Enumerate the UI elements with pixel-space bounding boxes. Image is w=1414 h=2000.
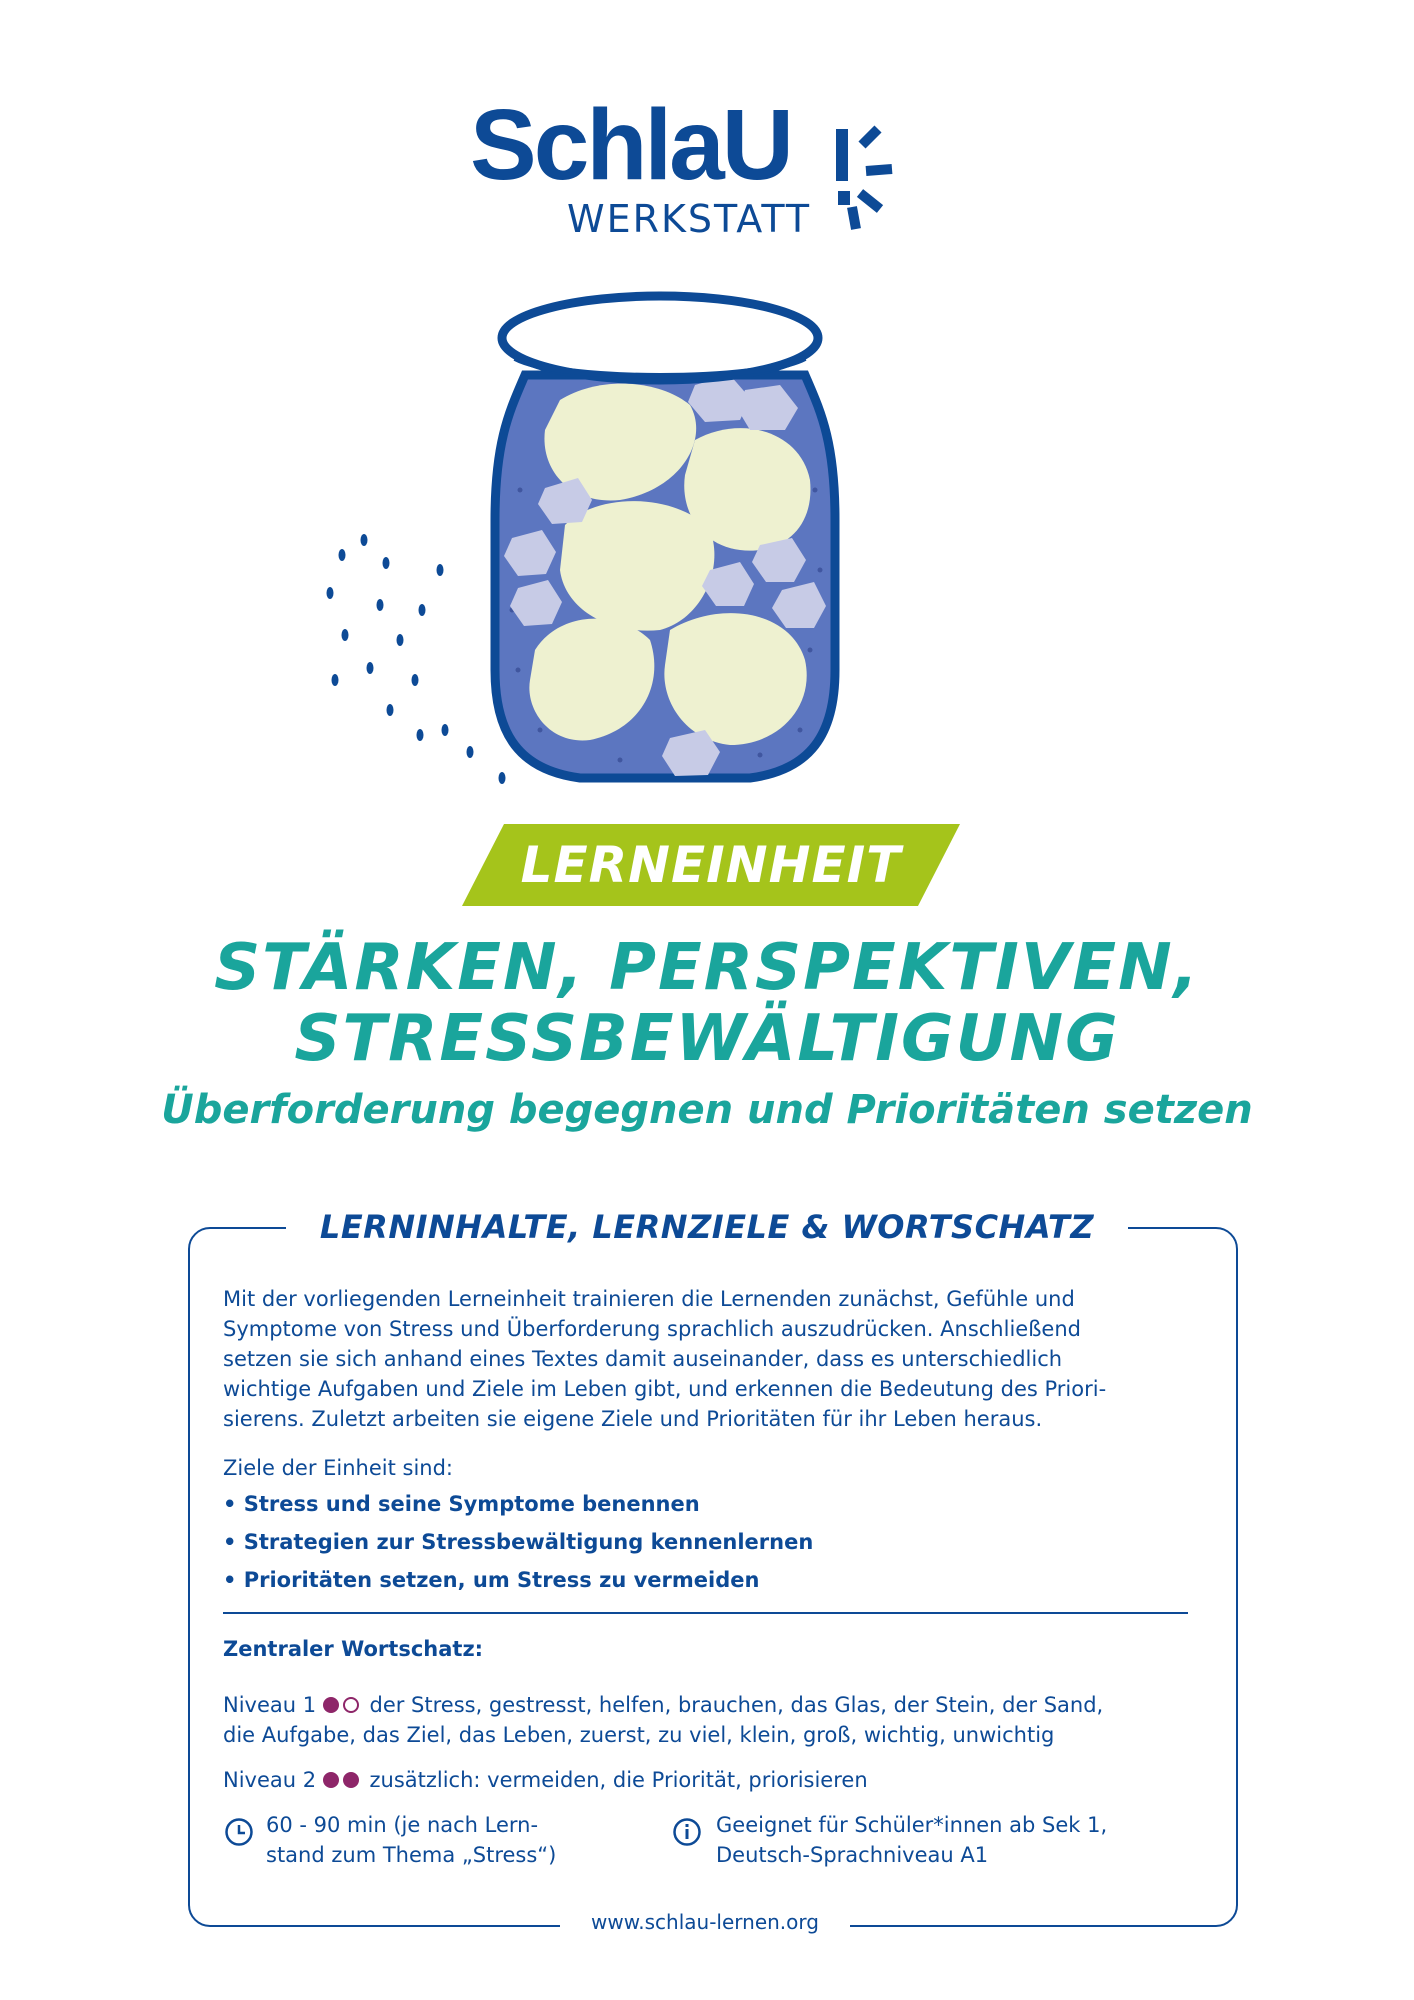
info-box-heading: LERNINHALTE, LERNZIELE & WORTSCHATZ (286, 1199, 1128, 1255)
level-dot-filled-icon (323, 1772, 339, 1788)
intro-line: Mit der vorliegenden Lerneinheit trainieren die Lernenden zunächst, Gefühle und (223, 1287, 1075, 1311)
level-1-words-line-1: der Stress, gestresst, helfen, brauchen, das Glas, der Stein, der Sand, (369, 1693, 1104, 1717)
page-title-line-2: STRESSBEWÄLTIGUNG (294, 1002, 1120, 1076)
duration-text (266, 1810, 556, 1870)
level-1-words-line-2: die Aufgabe, das Ziel, das Leben, zuerst, zu viel, klein, groß, wichtig, unwichtig (223, 1723, 1055, 1747)
clock-icon (224, 1817, 254, 1847)
banner-label: LERNEINHEIT (520, 836, 902, 894)
goal-item: • Strategien zur Stressbewältigung kennenlernen (223, 1530, 814, 1554)
logo-sunburst-icon (830, 121, 930, 231)
intro-line: Symptome von Stress und Überforderung sprachlich auszudrücken. Anschließend (223, 1317, 1081, 1341)
vocabulary-label: Zentraler Wortschatz: (223, 1637, 484, 1661)
logo-wordmark: SchlaU (470, 89, 792, 201)
audience-text (716, 1810, 1107, 1870)
level-dot-filled-icon (323, 1697, 339, 1713)
vocabulary-level-2 (223, 1765, 868, 1795)
jar-illustration (320, 290, 960, 810)
level-dot-empty-icon (343, 1697, 359, 1713)
sand-sprinkle-decoration (327, 534, 506, 784)
page-subtitle: Überforderung begegnen und Prioritäten setzen (161, 1087, 1253, 1133)
level-2-words: zusätzlich: vermeiden, die Priorität, priorisieren (369, 1768, 868, 1792)
audience-line: Deutsch-Sprachniveau A1 (716, 1843, 989, 1867)
goals-label: Ziele der Einheit sind: (223, 1456, 454, 1480)
logo-subtitle: WERKSTATT (567, 197, 812, 241)
duration-line: stand zum Thema „Stress“) (266, 1843, 557, 1867)
website-link[interactable]: www.schlau-lernen.org (591, 1910, 819, 1934)
level-1-label: Niveau 1 (223, 1693, 317, 1717)
page-title-line-1: STÄRKEN, PERSPEKTIVEN, (214, 931, 1200, 1005)
duration-line: 60 - 90 min (je nach Lern- (266, 1813, 539, 1837)
goal-item: • Stress und seine Symptome benennen (223, 1492, 700, 1516)
audience-line: Geeignet für Schüler*innen ab Sek 1, (716, 1813, 1108, 1837)
level-dot-filled-icon (343, 1772, 359, 1788)
section-divider (223, 1612, 1188, 1614)
info-icon (672, 1817, 702, 1847)
vocabulary-level-1 (223, 1690, 1213, 1750)
intro-line: wichtige Aufgaben und Ziele im Leben gibt, und erkennen die Bedeutung des Priori- (223, 1377, 1107, 1401)
intro-line: setzen sie sich anhand eines Textes damit auseinander, dass es unterschiedlich (223, 1347, 1063, 1371)
lerneinheit-banner (462, 824, 960, 906)
intro-paragraph (223, 1284, 1213, 1434)
goal-item: • Prioritäten setzen, um Stress zu vermeiden (223, 1568, 760, 1592)
schlau-werkstatt-logo (470, 89, 930, 245)
level-2-label: Niveau 2 (223, 1768, 317, 1792)
intro-line: sierens. Zuletzt arbeiten sie eigene Ziele und Prioritäten für ihr Leben heraus. (223, 1407, 1043, 1431)
